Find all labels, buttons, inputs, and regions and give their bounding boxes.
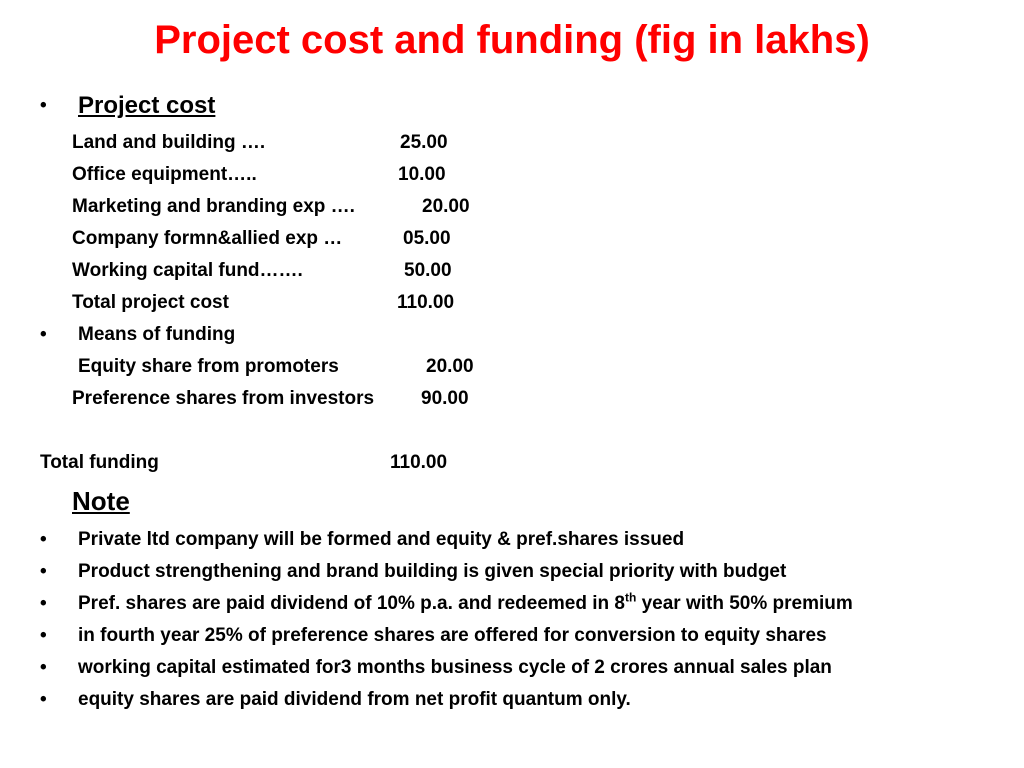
bullet-funding: • — [40, 324, 47, 345]
funding-item-label: Preference shares from investors — [72, 388, 375, 409]
cost-item-value: 25.00 — [400, 132, 448, 153]
cost-item-value: 10.00 — [398, 164, 446, 185]
cost-item-value: 50.00 — [404, 260, 452, 281]
funding-item-value: 90.00 — [421, 388, 469, 409]
bullet-note: • — [40, 625, 47, 646]
bullet-note: • — [40, 529, 47, 550]
note-item — [78, 592, 853, 616]
project-cost-heading: Project cost — [78, 92, 216, 119]
note-item-text: Pref. shares are paid dividend of 10% p.a. and redeemed in 8 — [78, 593, 625, 614]
cost-item-label: Working capital fund……. — [72, 260, 303, 281]
note-item: Product strengthening and brand building is given special priority with budget — [78, 561, 787, 582]
note-item: Private ltd company will be formed and equity & pref.shares issued — [78, 529, 685, 550]
cost-item-label: Marketing and branding exp …. — [72, 196, 355, 217]
bullet-note: • — [40, 561, 47, 582]
cost-item-value: 20.00 — [422, 196, 470, 217]
bullet-note: • — [40, 593, 47, 614]
note-item-tail: year with 50% premium — [636, 593, 853, 614]
cost-item-label: Company formn&allied exp … — [72, 228, 343, 249]
note-item: in fourth year 25% of preference shares are offered for conversion to equity shares — [78, 625, 827, 646]
total-funding-label: Total funding — [40, 452, 159, 473]
note-item: equity shares are paid dividend from net profit quantum only. — [78, 689, 631, 710]
note-item: working capital estimated for3 months business cycle of 2 crores annual sales plan — [78, 657, 832, 678]
total-project-cost-label: Total project cost — [72, 292, 229, 313]
funding-item-label: Equity share from promoters — [78, 356, 339, 377]
bullet-project-cost: • — [40, 95, 47, 116]
total-project-cost-value: 110.00 — [397, 292, 455, 313]
funding-heading: Means of funding — [78, 324, 236, 345]
funding-item-value: 20.00 — [426, 356, 474, 377]
cost-item-label: Office equipment….. — [72, 164, 257, 185]
bullet-note: • — [40, 689, 47, 710]
slide-title: Project cost and funding (fig in lakhs) — [154, 18, 870, 62]
note-heading: Note — [72, 486, 130, 516]
bullet-note: • — [40, 657, 47, 678]
cost-item-value: 05.00 — [403, 228, 451, 249]
note-item-superscript: th — [624, 590, 637, 605]
cost-item-label: Land and building …. — [72, 132, 266, 153]
total-funding-value: 110.00 — [390, 452, 448, 473]
